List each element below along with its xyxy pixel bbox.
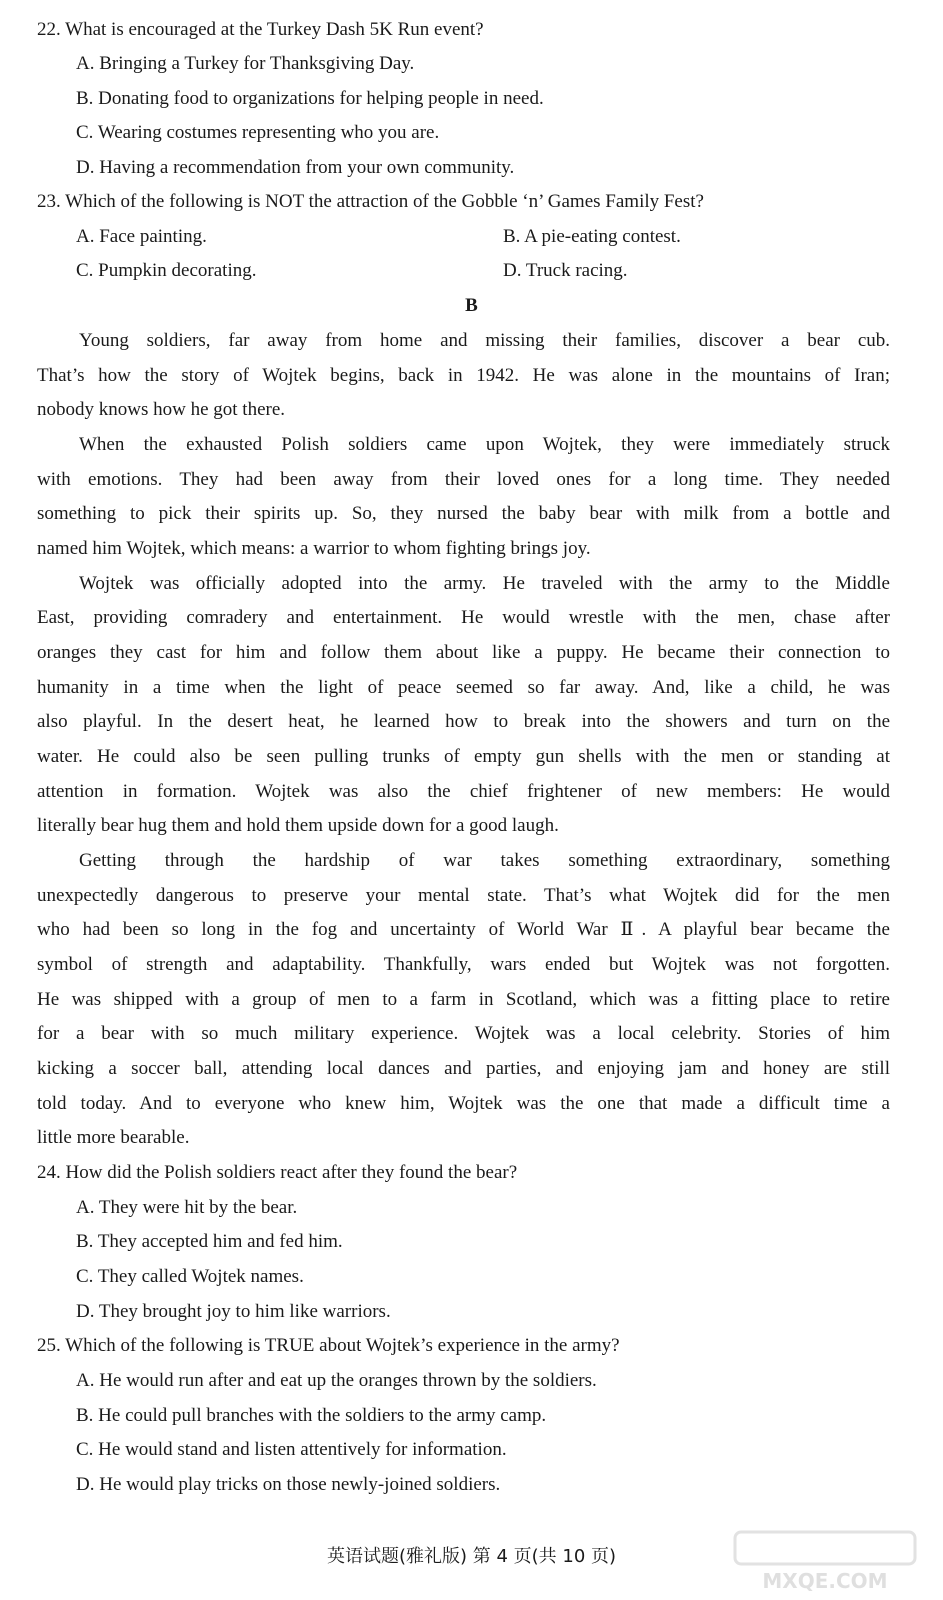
passage-line: for a bear with so much military experience. Wojtek was a local celebrity. Stories of him <box>37 1023 890 1044</box>
passage-line: humanity in a time when the light of peace seemed so far away. And, like a child, he was <box>37 677 890 698</box>
passage-line: Getting through the hardship of war takes something extraordinary, something <box>79 850 890 871</box>
question-24-option-d: D. They brought joy to him like warriors. <box>76 1301 391 1322</box>
passage-line: He was shipped with a group of men to a farm in Scotland, which was a fitting place to retire <box>37 989 890 1010</box>
passage-line: with emotions. They had been away from their loved ones for a long time. They needed <box>37 469 890 490</box>
question-25-option-d: D. He would play tricks on those newly-joined soldiers. <box>76 1474 501 1495</box>
passage-line: literally bear hug them and hold them upside down for a good laugh. <box>37 815 559 836</box>
section-heading: B <box>465 295 478 316</box>
passage-line: When the exhausted Polish soldiers came upon Wojtek, they were immediately struck <box>79 434 890 455</box>
question-22-stem: 22. What is encouraged at the Turkey Dash 5K Run event? <box>37 19 484 40</box>
passage-line: Wojtek was officially adopted into the army. He traveled with the army to the Middle <box>79 573 890 594</box>
question-23-stem: 23. Which of the following is NOT the attraction of the Gobble ‘n’ Games Family Fest? <box>37 191 704 212</box>
question-25-option-a: A. He would run after and eat up the oranges thrown by the soldiers. <box>76 1370 597 1391</box>
passage-line: water. He could also be seen pulling trunks of empty gun shells with the men or standing at <box>37 746 890 767</box>
watermark-logo <box>715 1526 935 1596</box>
question-23-option-a: A. Face painting. <box>76 226 207 247</box>
passage-line: who had been so long in the fog and uncertainty of World War Ⅱ. A playful bear became the <box>37 919 890 940</box>
passage-line: something to pick their spirits up. So, they nursed the baby bear with milk from a bottle and <box>37 503 890 524</box>
question-25-option-c: C. He would stand and listen attentively for information. <box>76 1439 507 1460</box>
watermark-text: MXQE.COM <box>762 1569 888 1593</box>
passage-line: That’s how the story of Wojtek begins, back in 1942. He was alone in the mountains of Iran; <box>37 365 890 386</box>
passage-line: unexpectedly dangerous to preserve your mental state. That’s what Wojtek did for the men <box>37 885 890 906</box>
passage-line: named him Wojtek, which means: a warrior to whom fighting brings joy. <box>37 538 591 559</box>
passage-line: nobody knows how he got there. <box>37 399 286 420</box>
question-25-option-b: B. He could pull branches with the soldiers to the army camp. <box>76 1405 547 1426</box>
question-23-option-d: D. Truck racing. <box>503 260 628 281</box>
question-24-option-b: B. They accepted him and fed him. <box>76 1231 343 1252</box>
question-22-option-b: B. Donating food to organizations for helping people in need. <box>76 88 544 109</box>
question-22-option-d: D. Having a recommendation from your own community. <box>76 157 515 178</box>
question-23-option-c: C. Pumpkin decorating. <box>76 260 257 281</box>
question-23-row-2 <box>0 259 943 283</box>
passage-line: also playful. In the desert heat, he learned how to break into the showers and turn on the <box>37 711 890 732</box>
passage-line: told today. And to everyone who knew him, Wojtek was the one that made a difficult time a <box>37 1093 890 1114</box>
passage-line: East, providing comradery and entertainment. He would wrestle with the men, chase after <box>37 607 890 628</box>
question-24-option-c: C. They called Wojtek names. <box>76 1266 304 1287</box>
question-23-option-b: B. A pie-eating contest. <box>503 226 681 247</box>
question-22-option-a: A. Bringing a Turkey for Thanksgiving Day. <box>76 53 415 74</box>
passage-line: Young soldiers, far away from home and missing their families, discover a bear cub. <box>79 330 890 351</box>
passage-line: kicking a soccer ball, attending local dances and parties, and enjoying jam and honey are still <box>37 1058 890 1079</box>
passage-line: oranges they cast for him and follow them about like a puppy. He became their connection to <box>37 642 890 663</box>
passage-line: symbol of strength and adaptability. Thankfully, wars ended but Wojtek was not forgotten. <box>37 954 890 975</box>
question-24-option-a: A. They were hit by the bear. <box>76 1197 298 1218</box>
passage-line: little more bearable. <box>37 1127 190 1148</box>
question-24-stem: 24. How did the Polish soldiers react after they found the bear? <box>37 1162 518 1183</box>
page-footer: 英语试题(雅礼版) 第 4 页(共 10 页) <box>326 1546 617 1567</box>
passage-line: attention in formation. Wojtek was also the chief frightener of new members: He would <box>37 781 890 802</box>
question-23-row-1 <box>0 225 943 249</box>
question-25-stem: 25. Which of the following is TRUE about Wojtek’s experience in the army? <box>37 1335 620 1356</box>
question-22-option-c: C. Wearing costumes representing who you are. <box>76 122 440 143</box>
